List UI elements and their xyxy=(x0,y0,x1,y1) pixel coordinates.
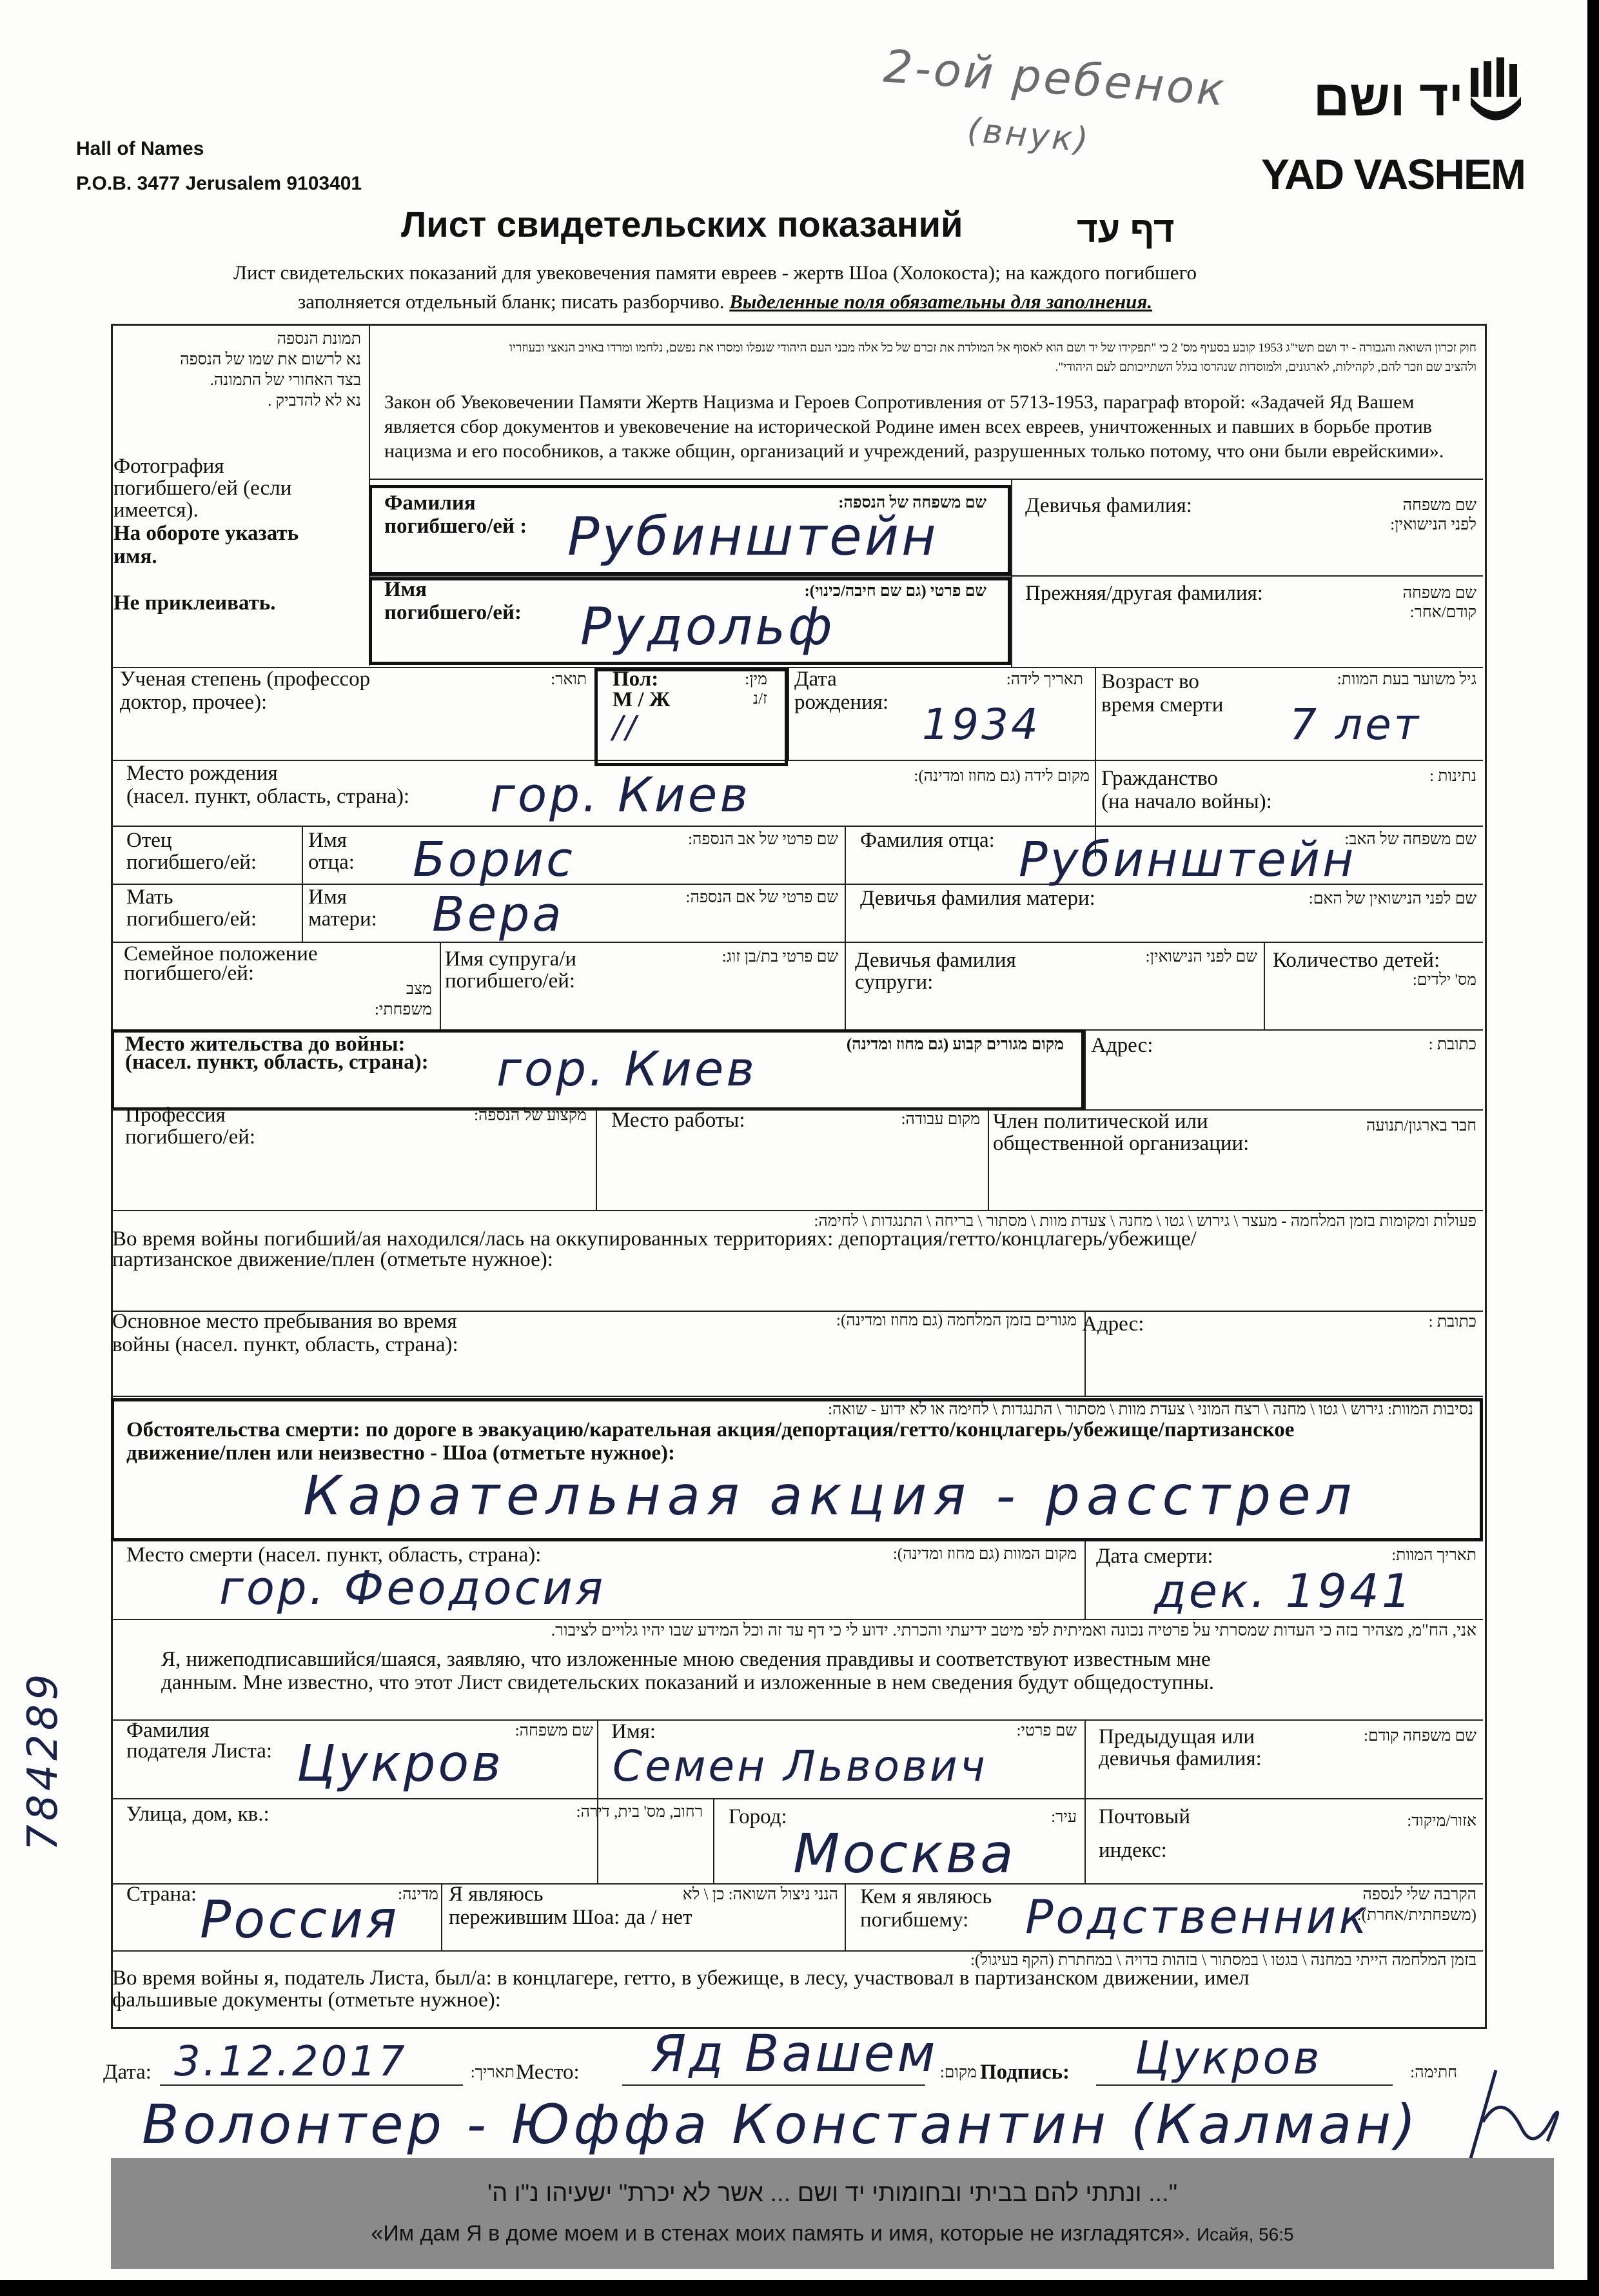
declaration-heb: אני, הח"מ, מצהיר בזה כי העדות שמסרתי על פרטיה נכונה ואמיתית לפי מיטב ידיעתי והכרתי. ידוע לי כי דף עד זה וכל המידע שבו יהיו גלויים לציבור. xyxy=(551,1621,1476,1639)
death-circ-label-2: движение/плен или неизвестно - Шоа (отметьте нужное): xyxy=(126,1441,675,1465)
marital-heb-1: מצב xyxy=(406,980,432,998)
photo-heb-3: בצד האחורי של התמונה. xyxy=(210,371,361,389)
surname-label-2: погибшего/ей : xyxy=(384,515,527,538)
logo-latin: YAD VASHEM xyxy=(1261,150,1525,198)
country-heb: מדינה: xyxy=(398,1886,438,1903)
birth-date-label-2: рождения: xyxy=(794,691,889,714)
title-he: דף עד xyxy=(1077,209,1175,250)
birth-date-heb: תאריך לידה: xyxy=(1006,671,1083,688)
residence-label-2: (насел. пункт, область, страна): xyxy=(125,1051,429,1074)
survivor-label: Я являюсь xyxy=(449,1883,544,1906)
photo-label-5: имя. xyxy=(113,545,157,568)
org-address: P.O.B. 3477 Jerusalem 9103401 xyxy=(76,173,362,194)
member-heb: חבר בארגון/תנועה xyxy=(1366,1117,1476,1134)
profession-label: Профессия xyxy=(125,1103,226,1127)
surname-value: Рубинштейн xyxy=(567,506,939,568)
citizenship-label: Гражданство xyxy=(1101,767,1218,790)
sign-label: Подпись: xyxy=(980,2061,1070,2084)
war-status-label-2: фальшивые документы (отметьте нужное): xyxy=(112,1988,501,2012)
residence-label: Место жительства до войны: xyxy=(125,1033,406,1056)
gender-heb-2: ז/נ xyxy=(752,690,767,708)
father-value: Борис xyxy=(413,832,575,887)
maiden-heb-2: לפני הנישואין: xyxy=(1390,516,1476,533)
footer-ru-line xyxy=(111,2221,1554,2246)
address-heb: כתובת : xyxy=(1428,1036,1476,1053)
profession-heb: מקצוע של הנספה: xyxy=(474,1107,587,1124)
birth-date-label: Дата xyxy=(794,668,837,691)
pencil-note-line1: 2-ой ребенок xyxy=(881,39,1229,117)
war-address-label: Адрес: xyxy=(1082,1312,1144,1336)
father-name-label-2: отца: xyxy=(308,851,355,874)
place-value: Яд Вашем xyxy=(651,2025,938,2083)
subtitle-text: заполняется отдельный бланк; писать разборчиво. xyxy=(298,290,725,313)
street-heb: רחוב, מס' בית, דירה: xyxy=(576,1803,703,1821)
spouse-maiden-label: Девичья фамилия xyxy=(855,949,1016,972)
death-circ-label: Обстоятельства смерти: по дороге в эвакуацию/карательная акция/депортация/гетто/концлагерь/убежище/партизанское xyxy=(126,1418,1295,1441)
first-name-heb: שם פרטי (גם שם חיבה/כינוי): xyxy=(804,582,986,600)
marital-heb-2: משפחתי: xyxy=(374,1001,432,1018)
profession-label-2: погибшего/ей: xyxy=(125,1125,256,1149)
submitter-surname-label: Фамилия xyxy=(126,1719,210,1742)
residence-heb: מקום מגורים קבוע (גם מחוז ומדינה) xyxy=(846,1036,1064,1053)
gender-label: Пол: xyxy=(613,668,659,691)
submitter-prev-heb: שם משפחה קודם: xyxy=(1364,1727,1476,1745)
birth-place-heb: מקום לידה (גם מחוז ומדינה): xyxy=(914,767,1090,785)
citizenship-heb: נתינות : xyxy=(1429,767,1476,785)
surname-label: Фамилия xyxy=(384,491,476,515)
signature-scribble-icon xyxy=(1457,2064,1573,2167)
father-surname-heb: שם משפחה של האב: xyxy=(1344,831,1476,848)
death-place-value: гор. Феодосия xyxy=(219,1561,606,1615)
mother-maiden-label: Девичья фамилия матери: xyxy=(860,887,1095,910)
footer-heb: "... ונתתי להם בביתי ובחומותי יד ושם ... אשר לא יכרת" ישעיהו נ"ו ה' xyxy=(487,2180,1178,2207)
mother-heb: שם פרטי של אם הנספה: xyxy=(685,889,838,906)
law-heb-2: ולהציב שם וזכר להם, לקהילות, לארגונים, ולמוסדות שנהרסו בגלל השתייכותם לעם היהודי". xyxy=(1055,361,1476,374)
spouse-maiden-heb: שם לפני הנישואין: xyxy=(1145,948,1257,965)
war-activity-label: Во время войны погибший/ая находился/лась на оккупированных территориях: депортация/гетто/концлагерь/убежище/ xyxy=(112,1227,1197,1251)
submitter-prev-label: Предыдущая или xyxy=(1099,1725,1255,1748)
org-name: Hall of Names xyxy=(76,138,204,159)
war-activity-label-2: партизанское движение/плен (отметьте нужное): xyxy=(112,1248,553,1271)
city-value: Москва xyxy=(793,1822,1016,1885)
law-ru-2: является сбор документов и увековечение на исторической Родине имен всех евреев, уничтоженных и павших в борьбе против xyxy=(384,416,1432,437)
relation-heb-2: (משפחתית/אחרת): xyxy=(1357,1906,1476,1924)
death-circ-value: Карательная акция - расстрел xyxy=(303,1464,1359,1527)
address-label: Адрес: xyxy=(1091,1034,1153,1057)
age-label: Возраст во xyxy=(1101,670,1199,693)
degree-label: Ученая степень (профессор xyxy=(120,668,371,691)
father-label-2: погибшего/ей: xyxy=(126,851,257,874)
workplace-heb: מקום עבודה: xyxy=(901,1111,980,1128)
mother-value: Вера xyxy=(432,887,564,942)
first-name-label: Имя xyxy=(384,578,427,601)
first-name-label-2: погибшего/ей: xyxy=(384,601,522,624)
pencil-note-line2: (внук) xyxy=(965,110,1092,161)
other-surname-heb-2: קודם/אחר: xyxy=(1409,604,1476,621)
postal-label-2: индекс: xyxy=(1099,1839,1167,1862)
war-place-heb: מגורים בזמן המלחמה (גם מחוז ומדינה): xyxy=(836,1312,1077,1329)
spouse-label: Имя супруга/и xyxy=(445,947,577,971)
age-heb: גיל משוער בעת המוות: xyxy=(1337,671,1476,688)
father-heb: שם פרטי של אב הנספה: xyxy=(688,831,838,848)
first-name-value: Рудольф xyxy=(580,597,835,657)
mother-maiden-heb: שם לפני הנישואין של האם: xyxy=(1308,890,1476,907)
subtitle-line2 xyxy=(298,290,1152,313)
photo-heb-4: נא לא להדביק . xyxy=(268,392,361,410)
degree-heb: תואר: xyxy=(551,671,587,688)
yad-vashem-logo xyxy=(1241,55,1525,203)
relation-value: Родственник xyxy=(1025,1890,1369,1944)
submitter-surname-label-2: подателя Листа: xyxy=(126,1739,273,1763)
photo-label-3: имеется). xyxy=(113,499,199,522)
death-place-heb: מקום המוות (גם מחוז ומדינה): xyxy=(892,1545,1077,1563)
survivor-heb: הנני ניצול השואה: כן \ לא xyxy=(682,1886,838,1903)
gender-label-2: М / Ж xyxy=(613,688,671,711)
mother-name-label: Имя xyxy=(308,886,347,909)
survivor-label-2: пережившим Шоа: да / нет xyxy=(449,1906,692,1929)
marital-label: Семейное положение xyxy=(124,942,318,965)
father-surname-label: Фамилия отца: xyxy=(860,829,995,852)
maiden-heb-1: שם משפחה xyxy=(1402,497,1476,514)
war-address-heb: כתובת : xyxy=(1428,1313,1476,1331)
relation-label-2: погибшему: xyxy=(860,1908,969,1932)
mother-name-label-2: матери: xyxy=(308,907,377,931)
war-activity-heb: פעולות ומקומות בזמן המלחמה - מעצר \ גירוש \ גטו \ מחנה \ צעדת מוות \ מסתור \ בריחה \ התנגדות \ לחימה: xyxy=(814,1212,1476,1230)
mother-label-2: погибшего/ей: xyxy=(126,907,257,931)
photo-label-4: На обороте указать xyxy=(113,522,299,545)
submitter-name-value: Семен Львович xyxy=(613,1741,988,1791)
photo-label-2: погибшего/ей (если xyxy=(113,477,292,500)
birth-date-value: 1934 xyxy=(922,700,1041,749)
footer-ru: «Им дам Я в доме моем и в стенах моих память и имя, которые не изгладятся». xyxy=(371,2221,1191,2246)
place-label: Место: xyxy=(516,2061,580,2084)
degree-label-2: доктор, прочее): xyxy=(120,691,268,714)
postal-heb: אזור/מיקוד: xyxy=(1407,1812,1476,1830)
submitter-prev-label-2: девичья фамилия: xyxy=(1099,1747,1262,1770)
spouse-label-2: погибшего/ей: xyxy=(445,969,576,993)
residence-value: гор. Киев xyxy=(496,1042,757,1097)
law-heb-1: חוק זכרון השואה והגבורה - יד ושם תשי"ג 1953 קובע בסעיף מס' 2 כי "תפקידו של יד ושם הוא לאסוף אל המולדת את זכרם של כל אלה מבני העם היהודי שנפלו ומסרו את נפשם, נלחמו ומרדו באויב הנאצי ובעוזריו xyxy=(509,342,1476,355)
declaration-line1: Я, нижеподписавшийся/шаяся, заявляю, что изложенные мною сведения правдивы и соответствуют известным мне xyxy=(161,1648,1211,1671)
war-place-label-2: войны (насел. пункт, область, страна): xyxy=(112,1333,458,1356)
law-ru-3: нацизма и его пособников, а также общин, организаций и учреждений, разрушенных только потому, что они были еврейскими». xyxy=(384,440,1444,462)
father-label: Отец xyxy=(126,829,172,852)
photo-heb-2: נא לרשום את שמו של הנספה xyxy=(180,351,361,368)
postal-label: Почтовый xyxy=(1099,1805,1190,1828)
death-date-value: дек. 1941 xyxy=(1154,1564,1414,1618)
surname-heb: שם משפחה של הנספה: xyxy=(838,494,986,511)
workplace-label: Место работы: xyxy=(611,1109,745,1132)
gender-value: // xyxy=(613,709,639,746)
relation-heb-1: הקרבה שלי לנספה xyxy=(1362,1886,1476,1903)
mother-label: Мать xyxy=(126,886,173,909)
war-place-label: Основное место пребывания во время xyxy=(112,1310,457,1333)
footer-band xyxy=(111,2158,1554,2269)
maiden-label: Девичья фамилия: xyxy=(1025,494,1192,517)
spouse-heb: שם פרטי בת/בן זוג: xyxy=(721,948,838,965)
declaration-line2: данным. Мне известно, что этот Лист свидетельских показаний и изложенные в нем сведения будут общедоступны. xyxy=(161,1671,1215,1694)
gender-heb: מין: xyxy=(745,671,767,688)
submitter-surname-value: Цукров xyxy=(297,1735,504,1793)
subtitle-emphasis: Выделенные поля обязательны для заполнения. xyxy=(729,290,1153,313)
date-value: 3.12.2017 xyxy=(174,2038,407,2086)
age-label-2: время смерти xyxy=(1101,693,1224,717)
date-label: Дата: xyxy=(103,2061,152,2084)
birth-place-label-2: (насел. пункт, область, страна): xyxy=(126,785,410,808)
father-name-label: Имя xyxy=(308,829,347,852)
birth-place-label: Место рождения xyxy=(126,762,278,785)
submitter-name-label: Имя: xyxy=(611,1720,656,1743)
marital-label-2: погибшего/ей: xyxy=(124,962,255,985)
city-label: Город: xyxy=(729,1805,787,1828)
city-heb: עיר: xyxy=(1051,1808,1077,1826)
street-label: Улица, дом, кв.: xyxy=(126,1803,270,1826)
date-heb: תאריך: xyxy=(470,2064,515,2081)
member-label-2: общественной организации: xyxy=(993,1132,1250,1155)
submitter-surname-heb: שם משפחה: xyxy=(515,1722,593,1739)
photo-heb-1: תמונת הנספה xyxy=(277,330,361,348)
sign-value: Цукров xyxy=(1135,2032,1322,2084)
place-heb: מקום: xyxy=(939,2064,977,2081)
photo-label-6: Не приклеивать. xyxy=(113,591,276,615)
death-date-heb: תאריך המוות: xyxy=(1391,1547,1476,1564)
death-circ-heb: נסיבות המוות: גירוש \ גטו \ מחנה \ רצח המוני \ צעדת מוות \ מסתור \ התנגדות \ לחימה או לא ידוע - שואה: xyxy=(828,1401,1473,1418)
death-place-label: Место смерти (насел. пункт, область, страна): xyxy=(126,1543,542,1567)
war-status-heb: בזמן המלחמה הייתי במחנה \ בגטו \ במסתור \ בזהות בדויה \ במחתרת (הקף בעיגול): xyxy=(970,1952,1476,1969)
volunteer-note: Волонтер - Юффа Констaнтин (Калман) xyxy=(142,2093,1420,2156)
logo-hebrew: יד ושם xyxy=(1313,70,1464,126)
footer-ref: Исайя, 56:5 xyxy=(1197,2224,1294,2244)
war-status-label: Во время войны я, податель Листа, был/а: в концлагере, гетто, в убежище, в лесу, участвовал в партизанском движении, имел xyxy=(112,1966,1250,1990)
country-label: Страна: xyxy=(126,1883,197,1906)
other-surname-heb-1: שם משפחה xyxy=(1402,584,1476,602)
title-ru: Лист свидетельских показаний xyxy=(401,204,963,244)
sign-heb: חתימה: xyxy=(1410,2064,1457,2081)
submitter-name-heb: שם פרטי: xyxy=(1016,1722,1077,1739)
citizenship-label-2: (на начало войны): xyxy=(1101,790,1272,813)
children-label: Количество детей: xyxy=(1273,949,1440,972)
father-surname-value: Рубинштейн xyxy=(1019,832,1357,887)
photo-label-1: Фотография xyxy=(113,455,224,478)
spouse-maiden-label-2: супруги: xyxy=(855,971,934,994)
birth-place-value: гор. Киев xyxy=(490,767,750,823)
law-ru-1: Закон об Увековечении Памяти Жертв Нацизма и Героев Сопротивления от 5713-1953, параграф второй: «Задачей Яд Вашем xyxy=(384,391,1415,413)
country-value: Россия xyxy=(200,1890,400,1950)
subtitle-line1: Лист свидетельских показаний для увековечения памяти евреев - жертв Шоа (Холокоста); на каждого погибшего xyxy=(233,261,1197,284)
death-date-label: Дата смерти: xyxy=(1096,1545,1213,1568)
relation-label: Кем я являюсь xyxy=(860,1885,992,1908)
age-value: 7 лет xyxy=(1290,700,1422,749)
member-label: Член политической или xyxy=(993,1110,1208,1133)
menorah-flame-icon xyxy=(1467,55,1525,132)
side-serial-number: 784289 xyxy=(19,1670,67,1851)
other-surname-label: Прежняя/другая фамилия: xyxy=(1025,582,1263,605)
children-heb: מס' ילדים: xyxy=(1412,971,1476,989)
